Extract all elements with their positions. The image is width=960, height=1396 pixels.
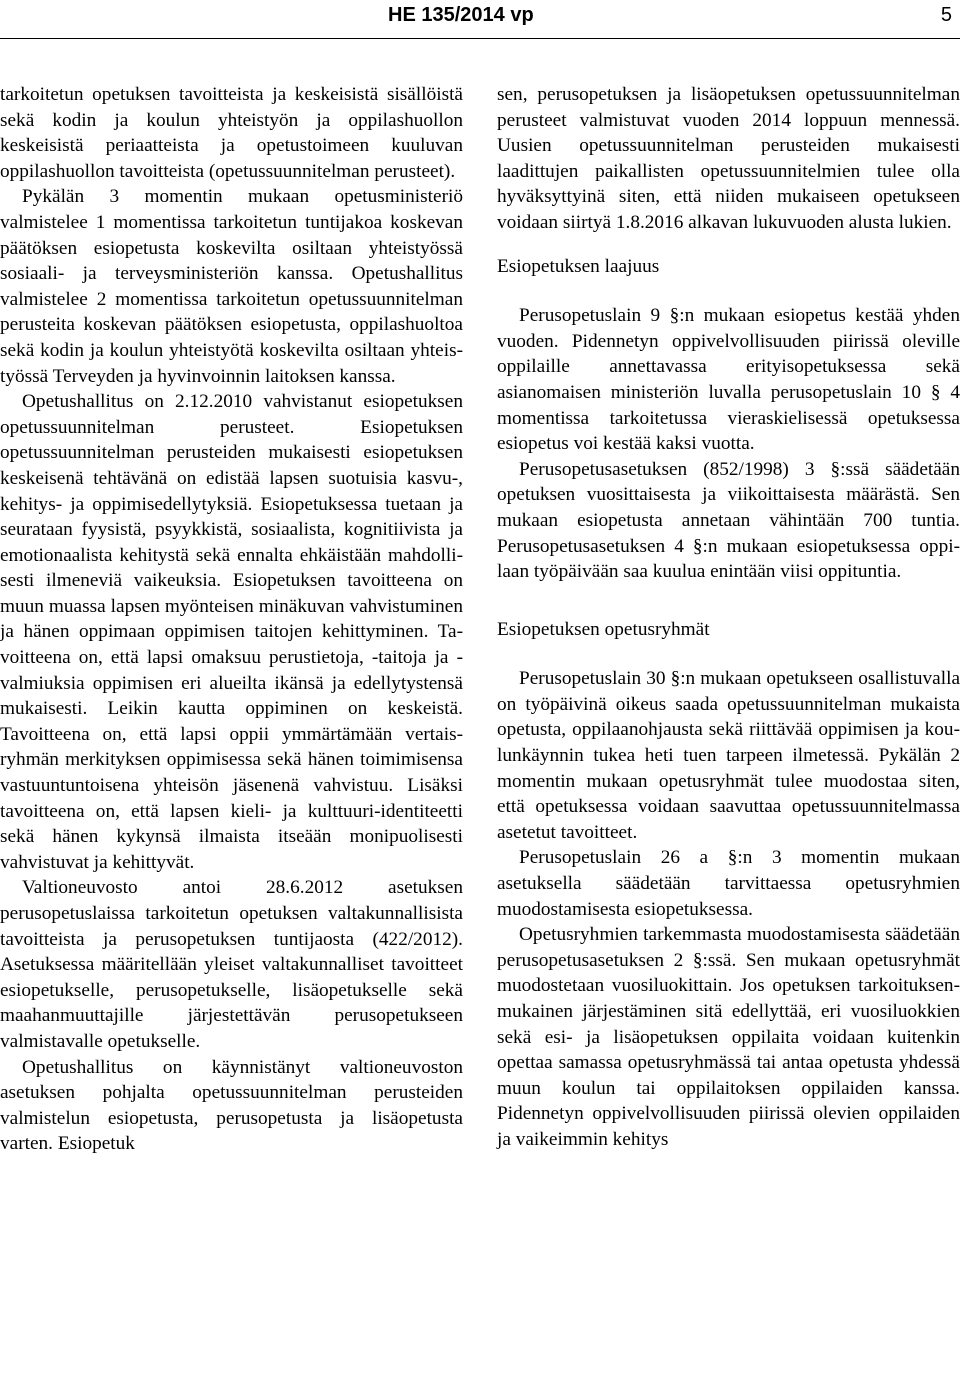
left-column bbox=[0, 82, 463, 1157]
document-id: HE 135/2014 vp bbox=[388, 4, 534, 26]
right-column bbox=[497, 82, 960, 1153]
paragraph: Perusopetuslain 30 §:n mukaan opetukseen osallistuvalla on työpäivinä oikeus saada opetussuunnitelman mukaista opetusta, oppilaanohjausta sekä riittävää oppimisen ja koulunkäynnin tukea heti tuen tarpeen ilmetessä. Pykälän 2 momentin mukaan opetusryhmät tulee muodostaa siten, että opetuksessa voidaan saavuttaa opetussuunnitelmassa asetetut tavoitteet. bbox=[497, 668, 960, 843]
header-rule bbox=[0, 38, 960, 39]
section-heading: Esiopetuksen laajuus bbox=[497, 255, 660, 277]
paragraph: Valtioneuvosto antoi 28.6.2012 asetuksen perusopetuslaissa tarkoitetun opetuksen valtakunnallisista tavoitteista ja perusopetuksen tuntijaosta (422/2012). Asetuksessa määritellään yleiset valtakunnalliset tavoitteet esiopetukselle, perusopetukselle, lisäopetukselle sekä maahanmuuttajille järjestettävän perusopetukseen valmistavalle opetukselle. bbox=[0, 877, 463, 1052]
paragraph: Perusopetuslain 9 §:n mukaan esiopetus kestää yhden vuoden. Pidennetyn oppivelvollisuuden piirissä oleville oppilaille annettavassa erityisopetuksessa sekä asianomaisen ministeriön luvalla perusopetuslain 10 § 4 momentissa tarkoitetussa vieraskielisessä opetuksessa esiopetus voi kestää kaksi vuotta. bbox=[497, 305, 960, 455]
paragraph: Opetusryhmien tarkemmasta muodostamisesta säädetään perusopetusasetuksen 2 §:ssä. Sen mukaan opetusryhmät muodostetaan vuosiluokittain. Jos opetuksen tarkoituksenmukainen järjestäminen sitä edellyttää, eri vuosiluokkien sekä esi- ja lisäopetuksen oppilaita voidaan kuitenkin opettaa samassa opetusryhmässä tai antaa opetusta yhdessä muun koulun tai oppilaitoksen oppilaiden kanssa. Pidennetyn oppivelvollisuuden piirissä olevien oppilaiden ja vaikeimmin kehitys bbox=[497, 924, 960, 1150]
paragraph: Perusopetusasetuksen (852/1998) 3 §:ssä säädetään opetuksen vuosittaisesta ja viikoittaisesta määrästä. Sen mukaan esiopetusta annetaan vähintään 700 tuntia. Perusopetusasetuksen 4 §:n mukaan esiopetuksessa oppilaan työpäivään saa kuulua enintään viisi oppituntia. bbox=[497, 458, 960, 583]
paragraph: Perusopetuslain 26 a §:n 3 momentin mukaan asetuksella säädetään tarvittaessa opetusryhmien muodostamisesta esiopetuksessa. bbox=[497, 847, 960, 920]
page-number: 5 bbox=[940, 4, 952, 26]
page-header bbox=[0, 4, 960, 28]
paragraph: Pykälän 3 momentin mukaan opetusministeriö valmistelee 1 momentissa tarkoitetun tuntijakoa koskevan päätöksen esiopetusta koskevilta osiltaan yhteistyössä sosiaali- ja terveysministeriön kanssa. Opetushallitus valmistelee 2 momentissa tarkoitetun opetussuunnitelman perusteita koskevan päätöksen esiopetusta, oppilashuoltoa sekä kodin ja koulun yhteistyötä koskevilta osiltaan yhteistyössä Terveyden ja hyvinvoinnin laitoksen kanssa. bbox=[0, 186, 463, 387]
paragraph: sen, perusopetuksen ja lisäopetuksen opetussuunnitelman perusteet valmistuvat vuoden 2014 loppuun mennessä. Uusien opetussuunnitelman perusteiden mukaisesti laadittujen paikallisten opetussuunnitelmien tulee olla hyväksyttyinä siten, että niiden mukaiseen opetukseen voidaan siirtyä 1.8.2016 alkavan lukuvuoden alusta lukien. bbox=[497, 84, 960, 233]
section-heading: Esiopetuksen opetusryhmät bbox=[497, 618, 710, 640]
paragraph: tarkoitetun opetuksen tavoitteista ja keskeisistä sisällöistä sekä kodin ja koulun yhteistyön ja oppilashuollon keskeisistä periaatteista ja opetustoimeen kuuluvan oppilashuollon tavoitteista (opetussuunnitelman perusteet). bbox=[0, 84, 463, 182]
paragraph: Opetushallitus on 2.12.2010 vahvistanut esiopetuksen opetussuunnitelman perusteet. Esiopetuksen opetussuunnitelman perusteiden mukaisesti esiopetuksen keskeisenä tehtävänä on edistää lapsen suotuisia kasvu-, kehitys- ja oppimisedellytyksiä. Esiopetuksessa tuetaan ja seurataan fyysistä, psyykkistä, sosiaalista, kognitiivista ja emotionaalista kehitystä sekä ennalta ehkäistään mahdollisesti ilmeneviä vaikeuksia. Esiopetuksen tavoitteena on muun muassa lapsen myönteisen minäkuvan vahvistuminen ja hänen oppimaan oppimisen taitojen kehittyminen. Tavoitteena on, että lapsi omaksuu perustietoja, -taitoja ja -valmiuksia oppimisen eri alueilta ikänsä ja edellytystensä mukaisesti. Leikin kautta oppiminen on keskeistä. Tavoitteena on, että lapsi oppii ymmärtämään vertaisryhmän merkityksen oppimisessa sekä hänen toimimisensa vastuuntuntoisena yhteisön jäsenenä vahvistuu. Lisäksi tavoitteena on, että lapsen kieli- ja kulttuuri-identiteetti sekä hänen kykynsä ilmaista itseään monipuolisesti vahvistuvat ja kehittyvät. bbox=[0, 391, 463, 873]
paragraph: Opetushallitus on käynnistänyt valtioneuvoston asetuksen pohjalta opetussuunnitelman perusteiden valmistelun esiopetusta, perusopetusta ja lisäopetusta varten. Esiopetuk bbox=[0, 1056, 463, 1155]
